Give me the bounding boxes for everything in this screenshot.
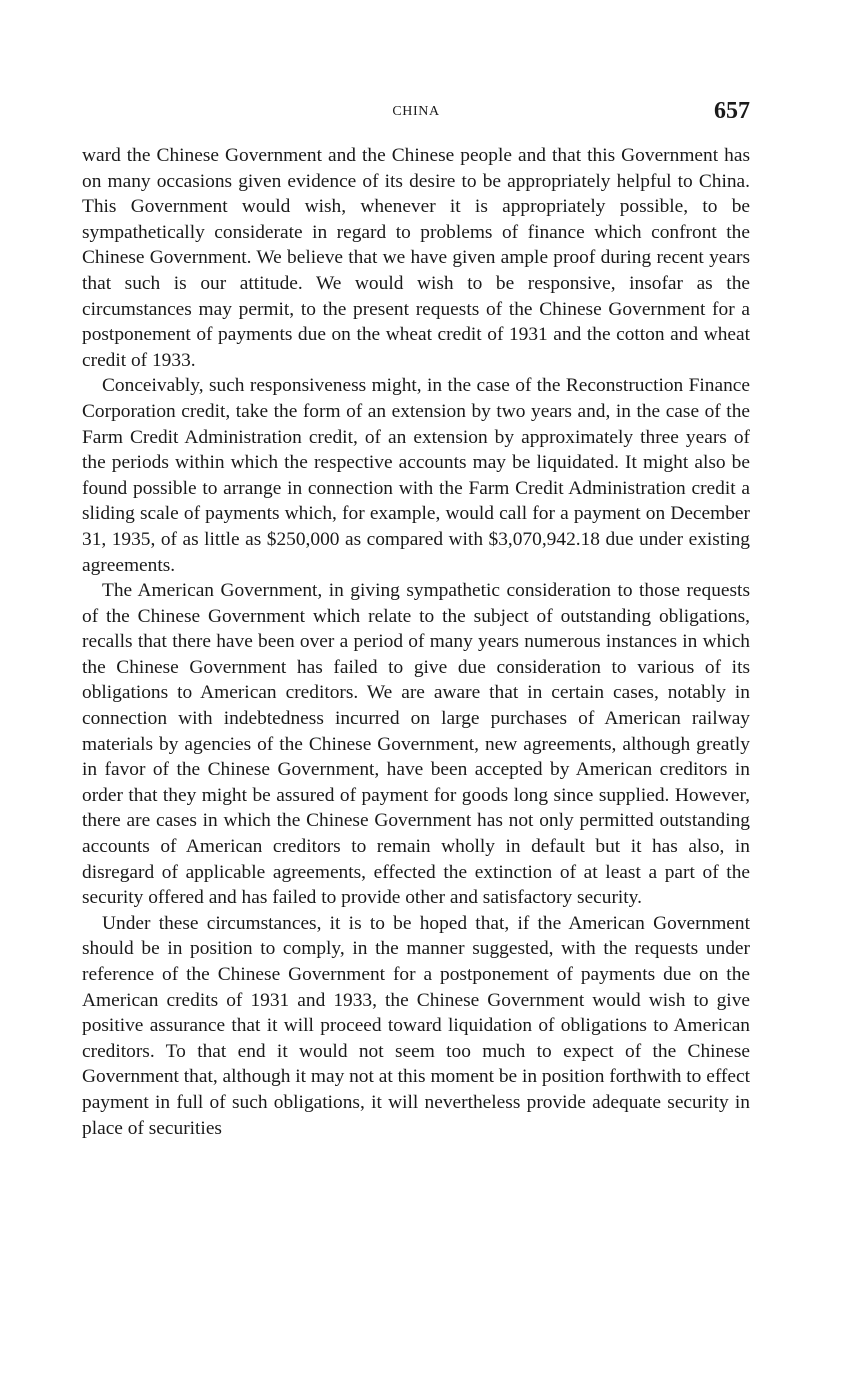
paragraph-continued: ward the Chinese Government and the Chinese people and that this Government has on many occasions given evidence of its desire to be appropriately helpful to China. This Government would wish, whenever it is appropriately possible, to be sympathetically considerate in regard to problems of finance which confront the Chinese Government. We believe that we have given ample proof during recent years that such is our attitude. We would wish to be responsive, insofar as the circumstances may permit, to the present requests of the Chinese Government for a postponement of payments due on the wheat credit of 1931 and the cotton and wheat credit of 1933. [82,145,750,371]
page-number: 657 [714,98,750,124]
paragraph: Conceivably, such responsiveness might, in the case of the Reconstruction Finance Corporation credit, take the form of an extension by two years and, in the case of the Farm Credit Administration credit, of an extension by approximately three years of the periods within which the respective accounts may be liquidated. It might also be found possible to arrange in connection with the Farm Credit Administration credit a sliding scale of payments which, for example, would call for a payment on December 31, 1935, of as little as $250,000 as compared with $3,070,942.18 due under existing agreements. [82,375,750,576]
paragraph: Under these circumstances, it is to be hoped that, if the American Government should be in position to comply, in the manner suggested, with the requests under reference of the Chinese Government for a postponement of payments due on the American credits of 1931 and 1933, the Chinese Government would wish to give positive assurance that it will proceed toward liquidation of obligations to American creditors. To that end it would not seem too much to expect of the Chinese Government that, although it may not at this moment be in position forthwith to effect payment in full of such obligations, it will nevertheless provide adequate security in place of securities [82,912,750,1139]
running-head [82,98,750,130]
body-text [82,143,750,1141]
running-title: CHINA [392,104,440,119]
paragraph: The American Government, in giving sympathetic consideration to those requests of the Chinese Government which relate to the subject of outstanding obligations, recalls that there have been over a period of many years numerous instances in which the Chinese Government has failed to give due consideration to various of its obligations to American creditors. We are aware that in certain cases, notably in connection with indebtedness incurred on large purchases of American railway materials by agencies of the Chinese Government, new agreements, although greatly in favor of the Chinese Government, have been accepted by American creditors in order that they might be assured of payment for goods long since supplied. However, there are cases in which the Chinese Government has not only permitted outstanding accounts of American creditors to remain wholly in default but it has also, in disregard of applicable agreements, effected the extinction of at least a part of the security offered and has failed to provide other and satisfactory security. [82,580,750,909]
